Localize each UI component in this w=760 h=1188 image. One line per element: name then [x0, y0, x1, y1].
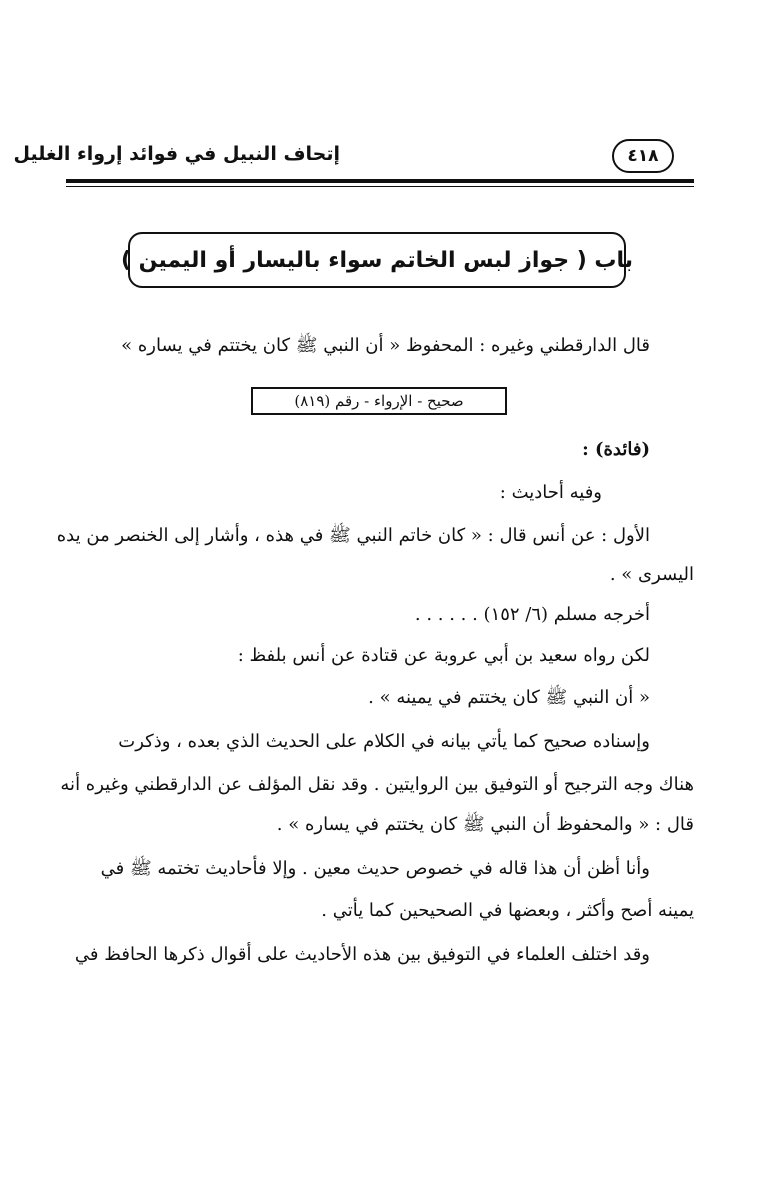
chapter-title: باب ( جواز لبس الخاتم سواء باليسار أو اليمين ) [128, 232, 626, 288]
body-line: لكن رواه سعيد بن أبي عروبة عن قتادة عن أنس بلفظ : [237, 645, 650, 666]
benefit-heading: (فائدة) : [582, 439, 650, 460]
running-header-title: إتحاف النبيل في فوائد إرواء الغليل [13, 143, 340, 165]
body-line: وأنا أظن أن هذا قاله في خصوص حديث معين . وإلا فأحاديث تختمه ﷺ في [100, 858, 650, 879]
header-rule-thick [66, 179, 694, 183]
body-line: وإسناده صحيح كما يأتي بيانه في الكلام على الحديث الذي بعده ، وذكرت [118, 731, 650, 752]
header-rule-thin [66, 186, 694, 187]
body-line: قال : « والمحفوظ أن النبي ﷺ كان يختتم في يساره » . [276, 814, 694, 835]
body-line: اليسرى » . [609, 564, 694, 585]
body-line: هناك وجه الترجيح أو التوفيق بين الروايتين . وقد نقل المؤلف عن الدارقطني وغيره أنه [60, 774, 694, 795]
grading-box: صحيح - الإرواء - رقم (٨١٩) [251, 387, 507, 415]
body-line: الأول : عن أنس قال : « كان خاتم النبي ﷺ في هذه ، وأشار إلى الخنصر من يده [56, 525, 650, 546]
body-line: وفيه أحاديث : [499, 482, 602, 503]
page-number: ٤١٨ [612, 139, 674, 173]
body-line: وقد اختلف العلماء في التوفيق بين هذه الأحاديث على أقوال ذكرها الحافظ في [74, 944, 650, 965]
body-line: يمينه أصح وأكثر ، وبعضها في الصحيحين كما يأتي . [321, 900, 694, 921]
intro-text: قال الدارقطني وغيره : المحفوظ « أن النبي ﷺ كان يختتم في يساره » [121, 335, 650, 356]
body-line: أخرجه مسلم (٦/ ١٥٢) . . . . . . [414, 604, 650, 625]
body-line: « أن النبي ﷺ كان يختتم في يمينه » . [368, 687, 650, 708]
